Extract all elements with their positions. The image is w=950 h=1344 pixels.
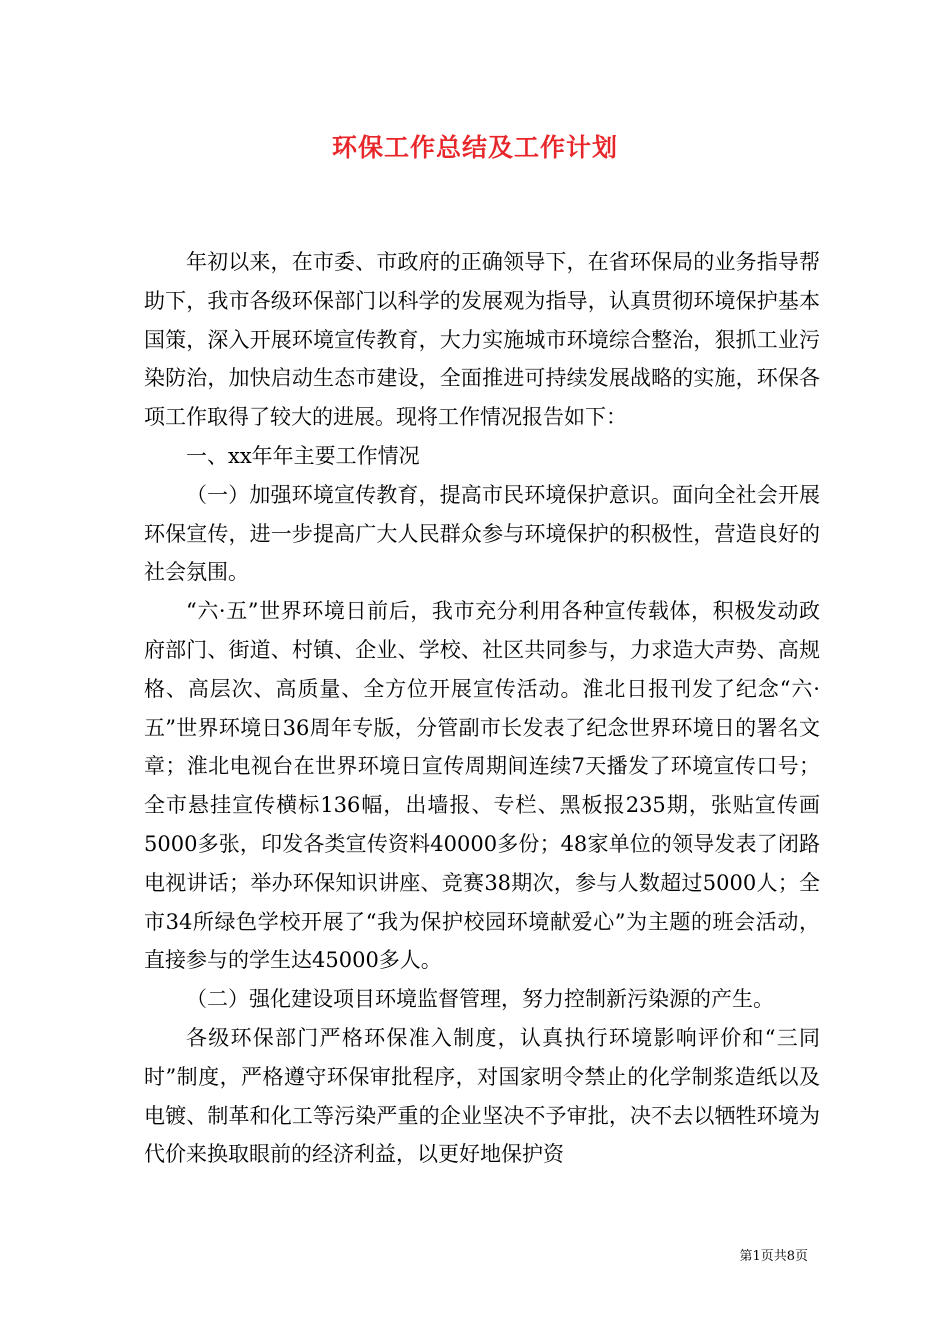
subsection-heading-2: （二）强化建设项目环境监督管理，努力控制新污染源的产生。 (186, 987, 774, 1012)
section-heading-1: 一、xx年年主要工作情况 (186, 443, 420, 468)
paragraph-intro: 年初以来，在市委、市政府的正确领导下，在省环保局的业务指导帮助下，我市各级环保部门以科学的发展观为指导，认真贯彻环境保护基本国策，深入开展环境宣传教育，大力实施城市环境综合整治，狠抓工业污染防治，加快启动生态市建设，全面推进可持续发展战略的实施，环保各项工作取得了较大的进展。现将工作情况报告如下： (144, 250, 820, 430)
page-title: 环保工作总结及工作计划 (331, 133, 618, 162)
subsection-heading-1: （一）加强环境宣传教育，提高市民环境保护意识。面向全社会开展环保宣传，进一步提高广大人民群众参与环境保护的积极性，营造良好的社会氛围。 (144, 482, 820, 585)
page-number: 第1页共8页 (739, 1249, 808, 1264)
paragraph-approval: 各级环保部门严格环保准入制度，认真执行环境影响评价和“三同时”制度，严格遵守环保审批程序，对国家明令禁止的化学制浆造纸以及电镀、制革和化工等污染严重的企业坚决不予审批，决不去以牺牲环境为代价来换取眼前的经济利益，以更好地保护资 (144, 1025, 820, 1167)
document-body (144, 243, 820, 1174)
paragraph-environment-day: “六·五”世界环境日前后，我市充分利用各种宣传载体，积极发动政府部门、街道、村镇、企业、学校、社区共同参与，力求造大声势、高规格、高层次、高质量、全方位开展宣传活动。淮北日报刊发了纪念“六·五”世界环境日36周年专版，分管副市长发表了纪念世界环境日的署名文章；淮北电视台在世界环境日宣传周期间连续7天播发了环境宣传口号；全市悬挂宣传横标136幅，出墙报、专栏、黑板报235期，张贴宣传画5000多张，印发各类宣传资料40000多份；48家单位的领导发表了闭路电视讲话；举办环保知识讲座、竞赛38期次，参与人数超过5000人；全市34所绿色学校开展了“我为保护校园环境献爱心”为主题的班会活动，直接参与的学生达45000多人。 (144, 599, 820, 973)
